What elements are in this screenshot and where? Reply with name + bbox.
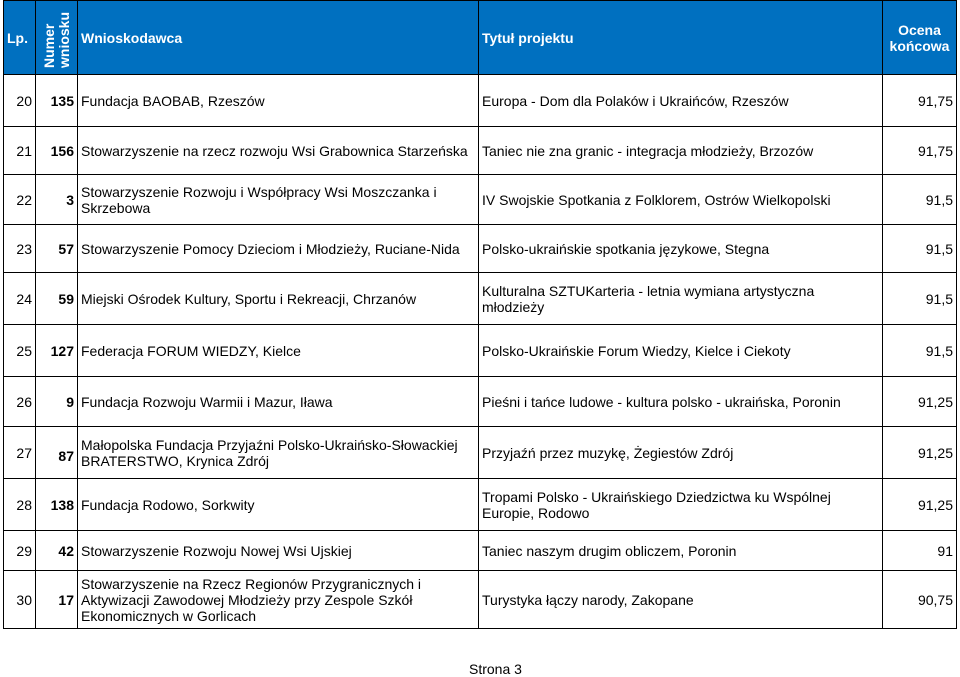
row-application-number: 3	[36, 175, 78, 225]
header-project-title: Tytuł projektu	[479, 1, 883, 75]
row-lp: 21	[4, 127, 36, 175]
row-lp: 25	[4, 325, 36, 377]
row-final-score: 91,25	[883, 479, 957, 531]
table-row	[4, 377, 957, 427]
table-row	[4, 531, 957, 571]
table-row	[4, 225, 957, 273]
row-project-title: Polsko-ukraińskie spotkania językowe, Stegna	[479, 225, 883, 273]
table-row	[4, 273, 957, 325]
row-project-title: Taniec naszym drugim obliczem, Poronin	[479, 531, 883, 571]
row-project-title: Pieśni i tańce ludowe - kultura polsko - ukraińska, Poronin	[479, 377, 883, 427]
table-header	[4, 1, 957, 75]
row-final-score: 90,75	[883, 571, 957, 629]
row-final-score: 91,5	[883, 225, 957, 273]
table-row	[4, 175, 957, 225]
row-final-score: 91,25	[883, 427, 957, 479]
row-project-title: Przyjaźń przez muzykę, Żegiestów Zdrój	[479, 427, 883, 479]
header-final-score: Ocena końcowa	[883, 1, 957, 75]
row-applicant: Małopolska Fundacja Przyjaźni Polsko-Ukraińsko-Słowackiej BRATERSTWO, Krynica Zdrój	[78, 427, 479, 479]
row-lp: 23	[4, 225, 36, 273]
row-applicant: Fundacja Rozwoju Warmii i Mazur, Iława	[78, 377, 479, 427]
header-applicant: Wnioskodawca	[78, 1, 479, 75]
row-applicant: Stowarzyszenie na Rzecz Regionów Przygranicznych i Aktywizacji Zawodowej Młodzieży przy Zespole Szkół Ekonomicznych w Gorlicach	[78, 571, 479, 629]
row-final-score: 91,75	[883, 75, 957, 127]
row-lp: 27	[4, 427, 36, 479]
table-row	[4, 75, 957, 127]
row-lp: 29	[4, 531, 36, 571]
header-application-number	[36, 1, 78, 75]
table-row	[4, 571, 957, 629]
table-body	[4, 75, 957, 629]
row-project-title: Tropami Polsko - Ukraińskiego Dziedzictwa ku Wspólnej Europie, Rodowo	[479, 479, 883, 531]
table-row	[4, 325, 957, 377]
row-final-score: 91,5	[883, 325, 957, 377]
row-project-title: Polsko-Ukraińskie Forum Wiedzy, Kielce i Ciekoty	[479, 325, 883, 377]
row-application-number: 17	[36, 571, 78, 629]
row-applicant: Stowarzyszenie Rozwoju Nowej Wsi Ujskiej	[78, 531, 479, 571]
page-number: Strona 3	[469, 661, 522, 677]
table-row	[4, 479, 957, 531]
row-applicant: Stowarzyszenie Pomocy Dzieciom i Młodzieży, Ruciane-Nida	[78, 225, 479, 273]
row-applicant: Stowarzyszenie Rozwoju i Współpracy Wsi Moszczanka i Skrzebowa	[78, 175, 479, 225]
header-row	[4, 1, 957, 75]
table-row	[4, 127, 957, 175]
table-row	[4, 427, 957, 479]
row-project-title: Europa - Dom dla Polaków i Ukraińców, Rzeszów	[479, 75, 883, 127]
row-applicant: Stowarzyszenie na rzecz rozwoju Wsi Grabownica Starzeńska	[78, 127, 479, 175]
row-applicant: Federacja FORUM WIEDZY, Kielce	[78, 325, 479, 377]
row-application-number: 135	[36, 75, 78, 127]
row-final-score: 91,75	[883, 127, 957, 175]
row-applicant: Fundacja Rodowo, Sorkwity	[78, 479, 479, 531]
row-application-number: 127	[36, 325, 78, 377]
row-project-title: Turystyka łączy narody, Zakopane	[479, 571, 883, 629]
row-application-number: 59	[36, 273, 78, 325]
row-applicant: Miejski Ośrodek Kultury, Sportu i Rekreacji, Chrzanów	[78, 273, 479, 325]
row-lp: 20	[4, 75, 36, 127]
row-application-number: 138	[36, 479, 78, 531]
row-applicant: Fundacja BAOBAB, Rzeszów	[78, 75, 479, 127]
row-lp: 26	[4, 377, 36, 427]
row-application-number: 156	[36, 127, 78, 175]
header-lp: Lp.	[4, 1, 36, 75]
row-application-number: 57	[36, 225, 78, 273]
row-lp: 24	[4, 273, 36, 325]
row-project-title: IV Swojskie Spotkania z Folklorem, Ostrów Wielkopolski	[479, 175, 883, 225]
row-final-score: 91,5	[883, 175, 957, 225]
row-lp: 30	[4, 571, 36, 629]
row-final-score: 91	[883, 531, 957, 571]
row-project-title: Taniec nie zna granic - integracja młodzieży, Brzozów	[479, 127, 883, 175]
row-final-score: 91,5	[883, 273, 957, 325]
row-application-number: 42	[36, 531, 78, 571]
row-application-number: 9	[36, 377, 78, 427]
row-project-title: Kulturalna SZTUKarteria - letnia wymiana artystyczna młodzieży	[479, 273, 883, 325]
row-lp: 28	[4, 479, 36, 531]
row-lp: 22	[4, 175, 36, 225]
row-application-number: 87	[36, 427, 78, 479]
header-application-number-label: Numer wniosku	[40, 11, 72, 68]
results-table	[3, 0, 957, 629]
row-final-score: 91,25	[883, 377, 957, 427]
